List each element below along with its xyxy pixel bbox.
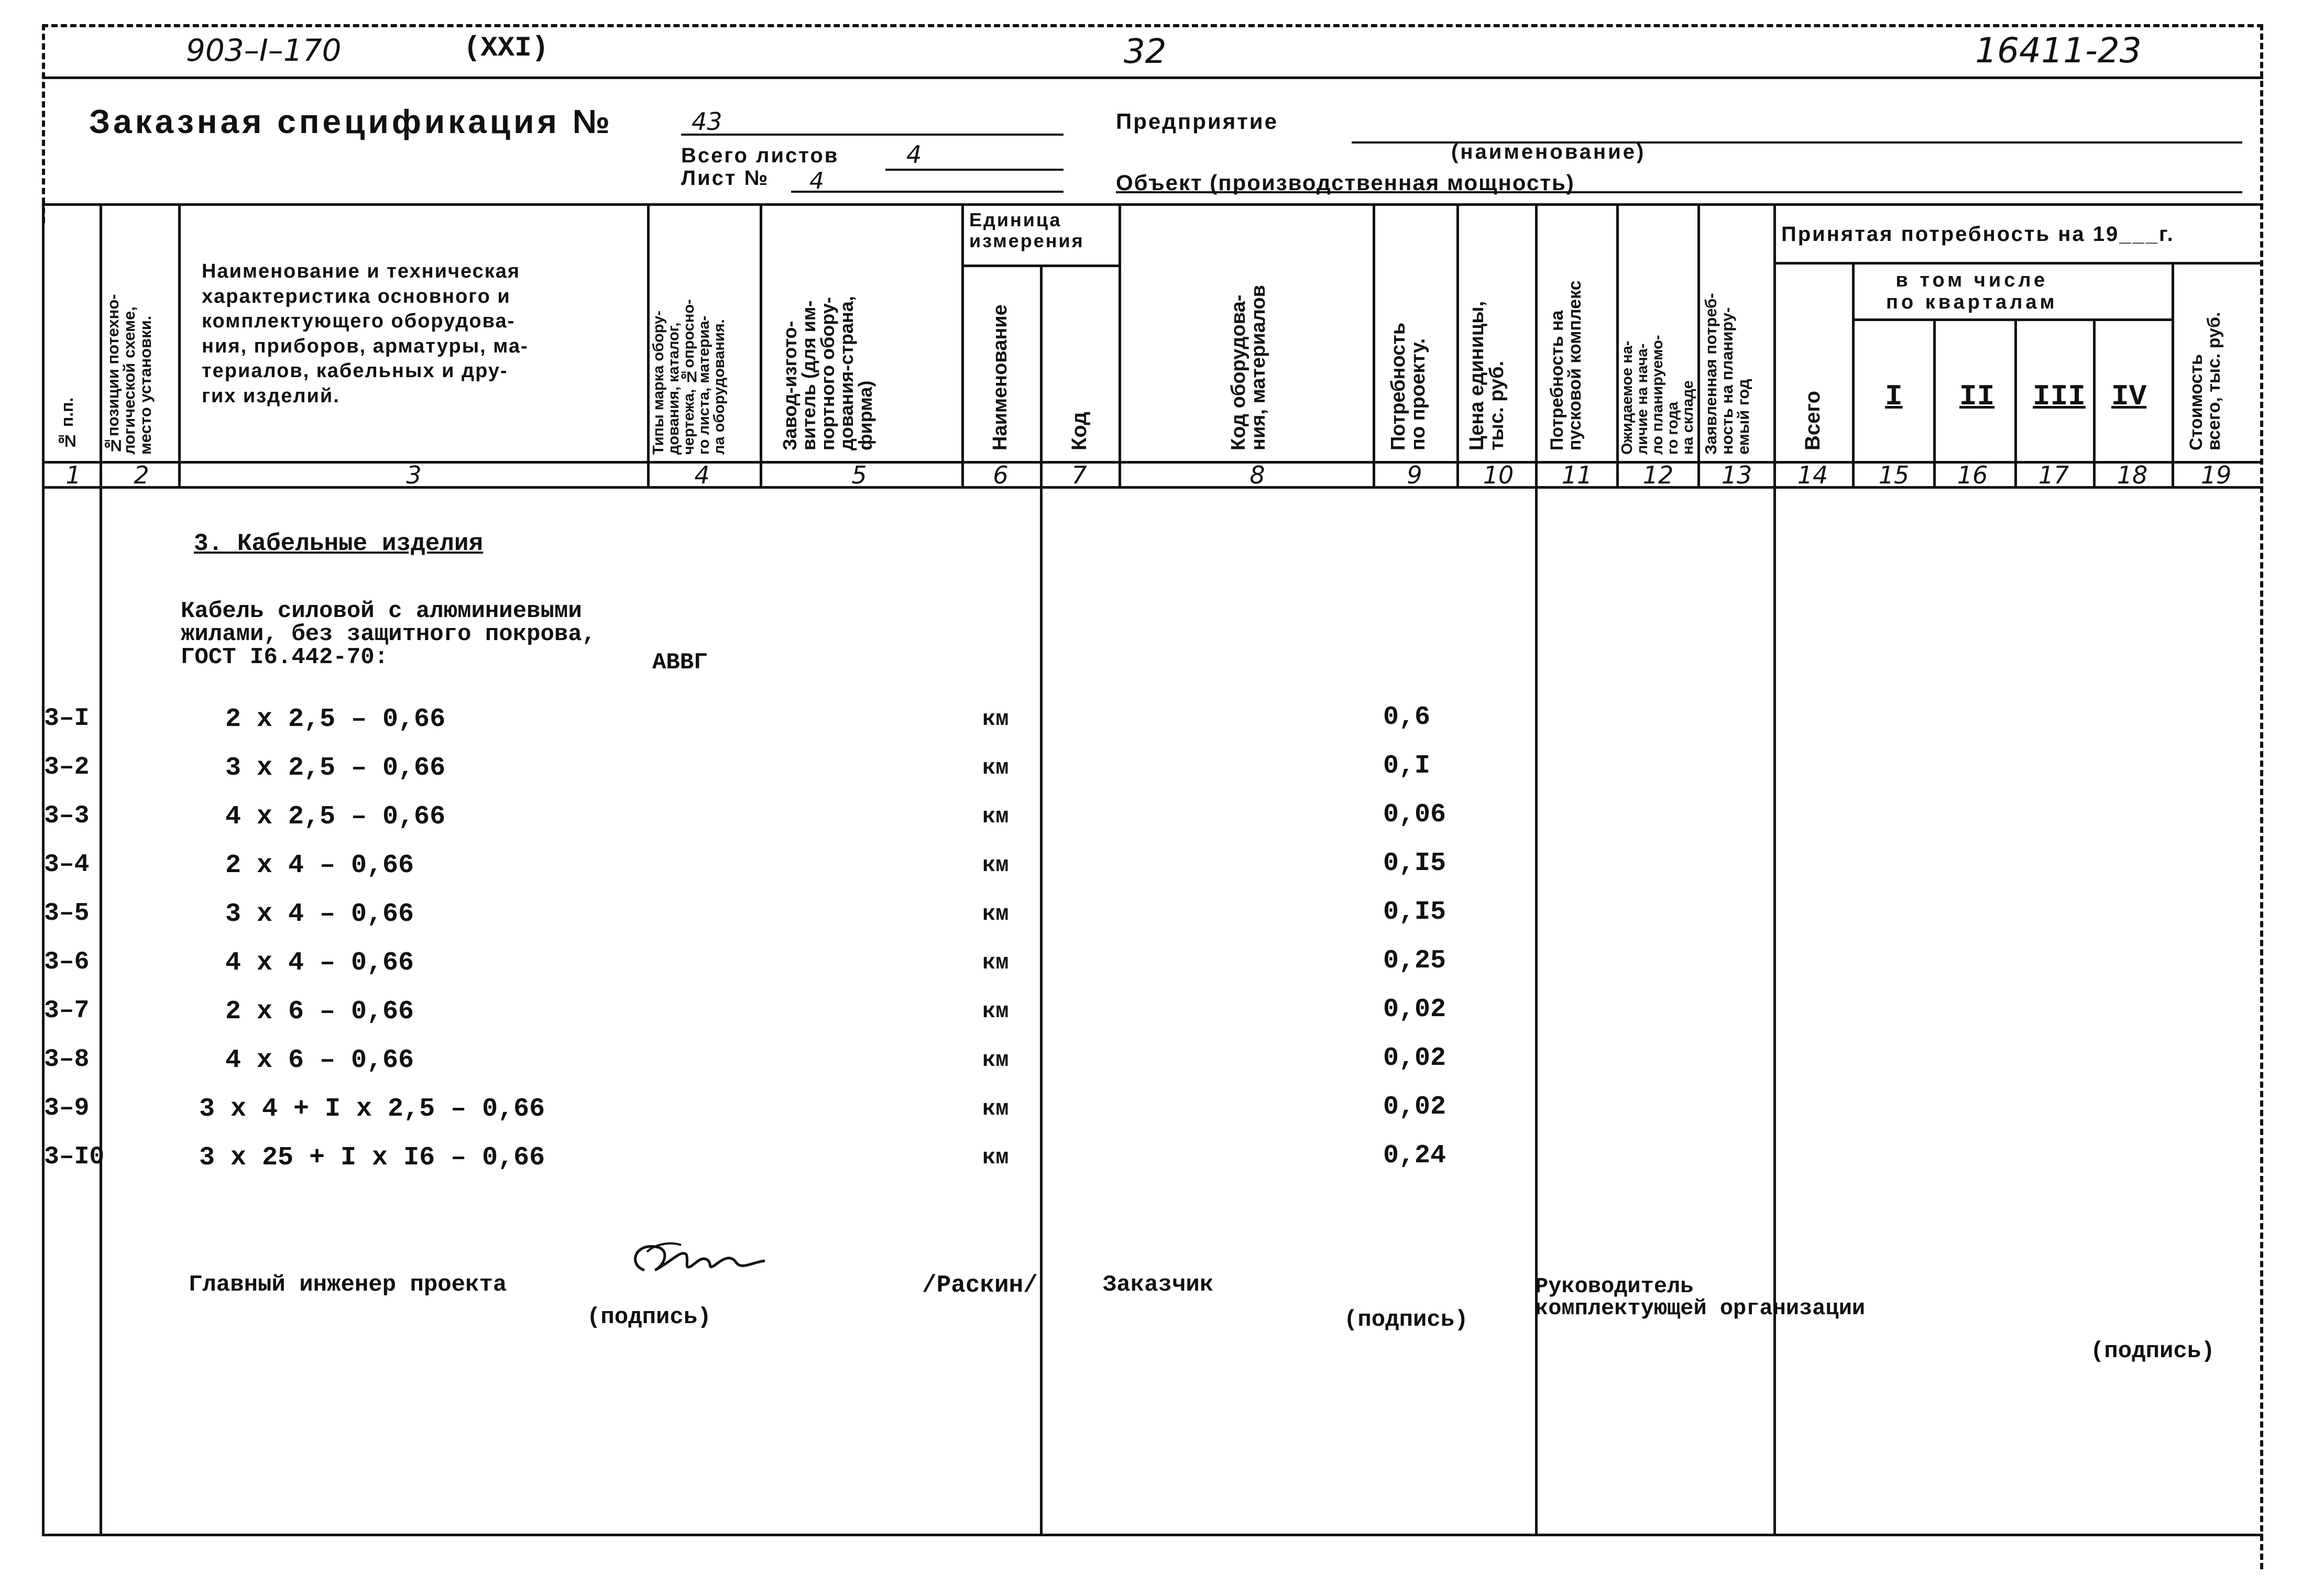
page-number: 32 [1124,32,1167,71]
header-unit-code: Код [1068,412,1091,450]
col-line-6 [1040,265,1043,1535]
row-unit: км [982,1048,1009,1073]
row-name: 3 x 4 – 0,66 [225,899,414,929]
col-line-8 [1373,204,1375,487]
section-description: Кабель силовой с алюминиевыми жилами, без защитного покрова, ГОСТ I6.442-70: [181,598,596,670]
row-name: 2 x 2,5 – 0,66 [225,705,446,734]
section-title: 3. Кабельные изделия [194,530,484,557]
row-name: 4 x 2,5 – 0,66 [225,802,446,832]
col-line-12 [1697,204,1700,487]
row-unit: км [982,950,1009,975]
header-type: Типы марка обору- дования, каталог, чертежа, №опросно- го листа, материа- ла оборудования. [650,299,728,455]
header-total: Всего [1801,391,1824,450]
col-num: 7 [1071,461,1087,489]
col-num: 17 [2038,461,2069,489]
col-num: 18 [2117,461,2148,489]
sheet-value: 4 [809,168,824,194]
row-quantity: 0,25 [1383,946,1446,976]
row-unit: км [982,755,1009,780]
col-line-15 [1933,320,1936,487]
enterprise-label: Предприятие [1116,109,1278,134]
supplier-label: Руководитель комплектующей организации [1535,1274,1866,1321]
unit-group-line [961,265,1119,267]
row-quantity: 0,6 [1383,702,1431,732]
row-position: 3–7 [44,997,90,1025]
header-startup-need: Потребность на пусковой комплекс [1547,280,1585,450]
row-name: 2 x 4 – 0,66 [225,851,414,880]
col-num: 5 [851,461,867,489]
row-unit: км [982,853,1009,878]
row-name: 4 x 6 – 0,66 [225,1045,414,1075]
total-sheets-line [885,169,1064,171]
header-manufacturer: Завод-изгото- витель (для им- портного обору- дования-страна, фирма) [779,296,876,450]
header-equipment-code: Код оборудова- ния, материалов [1227,284,1269,450]
header-quarters-group: в том числе по кварталам [1886,269,2058,313]
object-label: Объект (производственная мощность) [1116,170,1575,195]
row-unit: км [982,1145,1009,1170]
col-num: 15 [1878,461,1910,489]
row-quantity: 0,I5 [1383,897,1446,927]
project-code: 903–I–170 [186,32,342,68]
row-name: 4 x 4 – 0,66 [225,948,414,978]
col-line-7 [1119,204,1121,487]
col-line-17 [2093,320,2096,487]
row-quantity: 0,I5 [1383,849,1446,878]
col-num: 10 [1483,461,1514,489]
col-num: 11 [1561,461,1593,489]
col-line-10 [1535,204,1538,1535]
row-unit: км [982,1096,1009,1121]
column-number-bottom-line [42,486,2263,489]
table-top-line [42,203,2263,206]
col-num: 19 [2200,461,2232,489]
header-q3: III [2033,380,2086,413]
col-line-5 [961,204,964,487]
left-border-upper [42,24,45,223]
header-accepted-need: Принятая потребность на 19___г. [1781,223,2175,246]
spec-number: 43 [692,107,722,136]
header-q1: I [1885,380,1903,413]
header-declared-need: Заявленная потреб- ность на планиру- емый год [1702,293,1752,455]
header-cost-total: Стоимость всего, тыс. руб. [2186,312,2224,450]
row-position: 3–I0 [44,1143,105,1171]
sheet-label: Лист № [681,167,770,190]
album-number: (XXI) [464,32,549,64]
header-unit-price: Цена единицы, тыс. руб. [1466,301,1508,450]
header-unit-group: Единица измерения [969,209,1084,251]
row-position: 3–9 [44,1094,90,1122]
row-quantity: 0,06 [1383,800,1446,830]
engineer-signature-hint: (подпись) [587,1304,711,1330]
supplier-signature-hint: (подпись) [2090,1338,2215,1364]
spec-title: Заказная спецификация № [89,103,613,140]
header-separator [42,76,2263,79]
row-name: 2 x 6 – 0,66 [225,997,414,1027]
col-num: 3 [406,461,422,489]
col-num: 1 [65,461,81,489]
row-unit: км [982,804,1009,829]
col-num: 12 [1642,461,1674,489]
top-border [42,24,2263,27]
col-line-14 [1852,262,1855,487]
right-border [2260,24,2263,1569]
chief-engineer-label: Главный инженер проекта [189,1272,507,1298]
row-position: 3–8 [44,1045,90,1074]
col-line-4 [760,204,762,487]
engineer-name: /Раскин/ [922,1272,1038,1299]
col-num: 14 [1797,461,1828,489]
header-expected-stock: Ожидаемое на- личие на нача- ло планируемо- го года на складе [1619,335,1696,455]
row-quantity: 0,02 [1383,995,1446,1025]
engineer-signature [623,1234,781,1291]
row-name: 3 x 2,5 – 0,66 [225,753,446,783]
quarters-line [1852,318,2172,321]
row-name: 3 x 4 + I x 2,5 – 0,66 [199,1094,545,1124]
header-unit-name: Наименование [989,304,1011,450]
total-sheets-label: Всего листов [681,144,839,167]
row-unit: км [982,707,1009,732]
col-line-16 [2014,320,2017,487]
row-quantity: 0,02 [1383,1043,1446,1073]
col-num: 2 [134,461,149,489]
header-name: Наименование и техническая характеристика основного и комплектующего оборудова- ния, приборов, арматуры, ма- териалов, кабельных и дру- гих изделий. [202,260,529,407]
row-name: 3 x 25 + I x I6 – 0,66 [199,1143,545,1173]
row-position: 3–5 [44,899,90,928]
col-line-1 [100,204,102,1535]
row-position: 3–I [44,705,90,733]
name-hint: (наименование) [1451,140,1646,163]
col-line-2 [178,204,181,487]
header-pp: № п.п. [58,397,76,450]
customer-label: Заказчик [1103,1272,1214,1298]
document-number: 16411-23 [1975,30,2142,71]
header-project-need: Потребность по проекту. [1387,322,1429,450]
col-line-13 [1773,204,1776,1535]
row-unit: км [982,999,1009,1024]
col-line-3 [647,204,650,487]
bottom-border [42,1534,2263,1536]
row-position: 3–3 [44,802,90,830]
col-line-9 [1456,204,1459,487]
row-quantity: 0,24 [1383,1141,1446,1171]
sheet-line [791,191,1064,193]
row-position: 3–6 [44,948,90,976]
row-quantity: 0,02 [1383,1092,1446,1122]
row-quantity: 0,I [1383,751,1431,781]
col-num: 6 [993,461,1009,489]
header-q4: IV [2111,380,2147,413]
column-number-top-line [42,461,2263,464]
row-position: 3–4 [44,851,90,879]
section-mark: АВВГ [652,650,708,676]
header-position: №позиции потехно- логической схеме, место установки. [104,294,155,455]
spec-number-line [681,134,1064,136]
col-num: 4 [694,461,710,489]
row-position: 3–2 [44,753,90,782]
row-unit: км [982,901,1009,927]
total-sheets-value: 4 [906,140,922,169]
object-line [1116,191,2242,193]
col-num: 16 [1957,461,1988,489]
col-line-18 [2172,262,2174,487]
col-num: 8 [1249,461,1265,489]
header-q2: II [1959,380,1995,413]
customer-signature-hint: (подпись) [1344,1307,1468,1333]
col-num: 9 [1407,461,1422,489]
col-num: 13 [1721,461,1752,489]
